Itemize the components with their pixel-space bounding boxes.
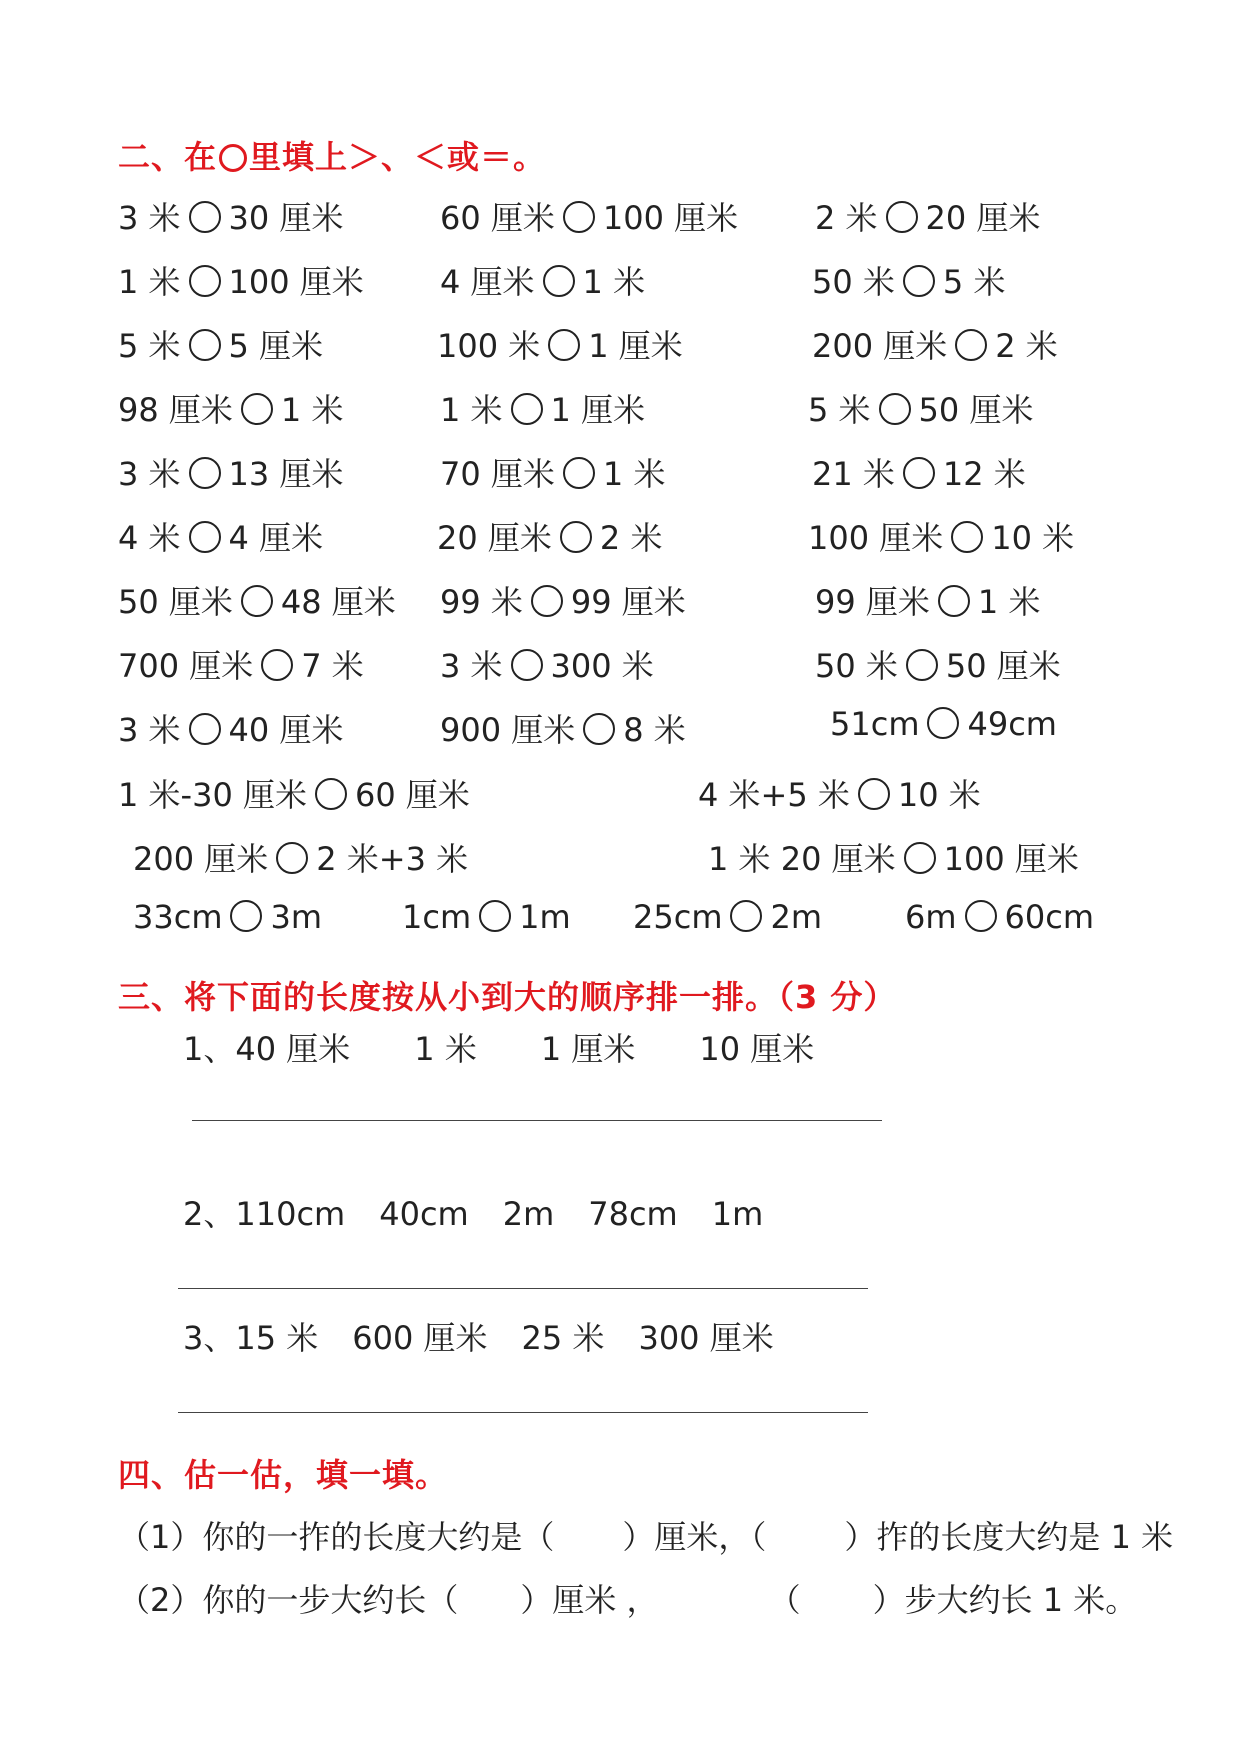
- left-quantity: 60 厘米: [440, 199, 555, 237]
- comparison-row: [0, 834, 1240, 884]
- left-quantity: 1cm: [402, 898, 472, 936]
- order-group-2: [183, 1189, 797, 1235]
- right-quantity: 2 米: [995, 327, 1058, 365]
- comparison-item: [118, 577, 396, 623]
- comparison-row: [0, 513, 1240, 563]
- q2-part-d: ）步大约长 1 米。: [872, 1581, 1138, 1619]
- section-4-title: 四、估一估，填一填。: [118, 1456, 449, 1494]
- left-quantity: 200 厘米: [812, 327, 948, 365]
- comparison-item: [118, 513, 323, 559]
- left-quantity: 98 厘米: [118, 391, 233, 429]
- right-quantity: 50 厘米: [945, 647, 1061, 685]
- comparison-item: [815, 193, 1040, 239]
- section-2-title-prefix: 二、在: [118, 138, 218, 176]
- length-item: 2m: [502, 1195, 555, 1233]
- comparison-row: [0, 705, 1240, 755]
- comparison-item: [812, 449, 1026, 495]
- right-quantity: 1 米: [582, 263, 646, 301]
- answer-circle[interactable]: [189, 457, 221, 489]
- comparison-item: [118, 193, 343, 239]
- comparison-item: [815, 577, 1040, 623]
- answer-circle[interactable]: [479, 900, 511, 932]
- right-quantity: 100 厘米: [943, 840, 1079, 878]
- left-quantity: 50 厘米: [118, 583, 233, 621]
- answer-circle[interactable]: [189, 265, 221, 297]
- comparison-item: [133, 898, 322, 936]
- left-quantity: 51cm: [830, 705, 920, 743]
- group-prefix: 2、: [183, 1195, 236, 1233]
- comparison-item: [440, 193, 738, 239]
- comparison-item: [118, 257, 364, 303]
- answer-circle[interactable]: [230, 900, 262, 932]
- order-group-3: [183, 1313, 808, 1359]
- length-item: 25 米: [521, 1319, 605, 1357]
- comparison-row: [0, 898, 1240, 948]
- right-quantity: 1 厘米: [588, 327, 683, 365]
- comparison-item: [437, 513, 662, 559]
- right-quantity: 2 米: [599, 519, 663, 557]
- left-quantity: 20 厘米: [437, 519, 552, 557]
- left-quantity: 5 米: [808, 391, 871, 429]
- left-quantity: 25cm: [633, 898, 723, 936]
- right-quantity: 30 厘米: [228, 199, 344, 237]
- comparison-item: [440, 449, 665, 495]
- comparison-row: [0, 385, 1240, 435]
- right-quantity: 48 厘米: [280, 583, 396, 621]
- comparison-item: [905, 898, 1094, 936]
- right-quantity: 8 米: [623, 711, 686, 749]
- q1-part-c: ）拃的长度大约是 1 米: [844, 1518, 1174, 1556]
- comparison-item: [815, 641, 1061, 687]
- left-quantity: 50 米: [812, 263, 895, 301]
- right-quantity: 1 米: [280, 391, 344, 429]
- right-quantity: 4 厘米: [228, 519, 324, 557]
- left-quantity: 3 米: [440, 647, 503, 685]
- length-item: 600 厘米: [352, 1319, 488, 1357]
- left-quantity: 1 米: [440, 391, 503, 429]
- right-quantity: 10 米: [897, 776, 981, 814]
- answer-circle[interactable]: [563, 457, 595, 489]
- answer-circle[interactable]: [261, 649, 293, 681]
- answer-circle[interactable]: [276, 842, 308, 874]
- comparison-item: [118, 385, 343, 431]
- comparison-item: [133, 834, 468, 880]
- comparison-item: [437, 321, 683, 367]
- answer-line-1[interactable]: [192, 1120, 882, 1121]
- left-quantity: 99 厘米: [815, 583, 930, 621]
- comparison-item: [708, 834, 1079, 880]
- right-quantity: 5 厘米: [228, 327, 324, 365]
- right-quantity: 20 厘米: [925, 199, 1041, 237]
- answer-circle[interactable]: [531, 585, 563, 617]
- comparison-item: [440, 577, 686, 623]
- answer-circle[interactable]: [903, 265, 935, 297]
- comparison-item: [440, 257, 645, 303]
- answer-circle[interactable]: [189, 713, 221, 745]
- left-quantity: 100 米: [437, 327, 541, 365]
- comparison-item: [698, 770, 981, 816]
- right-quantity: 7 米: [301, 647, 364, 685]
- comparison-item: [440, 385, 645, 431]
- left-quantity: 5 米: [118, 327, 181, 365]
- right-quantity: 2 米+3 米: [316, 840, 469, 878]
- comparison-item: [402, 898, 571, 936]
- right-quantity: 300 米: [550, 647, 654, 685]
- answer-circle[interactable]: [730, 900, 762, 932]
- right-quantity: 2m: [770, 898, 823, 936]
- comparison-item: [830, 705, 1057, 743]
- section-3-title: 三、将下面的长度按从小到大的顺序排一排。（3 分）: [118, 978, 897, 1016]
- right-quantity: 49cm: [967, 705, 1057, 743]
- answer-circle[interactable]: [511, 393, 543, 425]
- left-quantity: 3 米: [118, 199, 181, 237]
- left-quantity: 21 米: [812, 455, 895, 493]
- right-quantity: 3m: [270, 898, 323, 936]
- answer-circle[interactable]: [189, 521, 221, 553]
- q1-part-a: （1）你的一拃的长度大约是（: [118, 1518, 555, 1556]
- right-quantity: 5 米: [942, 263, 1006, 301]
- left-quantity: 1 米 20 厘米: [708, 840, 896, 878]
- comparison-row: [0, 449, 1240, 499]
- length-item: 300 厘米: [638, 1319, 774, 1357]
- length-item: 40 厘米: [235, 1030, 351, 1068]
- right-quantity: 13 厘米: [228, 455, 344, 493]
- answer-circle[interactable]: [563, 201, 595, 233]
- left-quantity: 3 米: [118, 711, 181, 749]
- answer-circle[interactable]: [906, 649, 938, 681]
- right-quantity: 1 米: [977, 583, 1041, 621]
- comparison-item: [808, 385, 1033, 431]
- answer-circle[interactable]: [560, 521, 592, 553]
- comparison-row: [0, 257, 1240, 307]
- comparison-item: [812, 257, 1005, 303]
- comparison-item: [118, 641, 364, 687]
- length-item: 78cm: [588, 1195, 678, 1233]
- right-quantity: 1 米: [602, 455, 666, 493]
- answer-line-3[interactable]: [178, 1412, 868, 1413]
- section-2-title-suffix: 里填上＞、＜或＝。: [249, 138, 547, 176]
- left-quantity: 200 厘米: [133, 840, 269, 878]
- left-quantity: 99 米: [440, 583, 523, 621]
- length-item: 1 厘米: [540, 1030, 636, 1068]
- answer-circle[interactable]: [903, 457, 935, 489]
- comparison-row: [0, 321, 1240, 371]
- answer-circle[interactable]: [241, 585, 273, 617]
- right-quantity: 1 厘米: [550, 391, 646, 429]
- length-item: 15 米: [235, 1319, 319, 1357]
- comparison-item: [118, 449, 343, 495]
- left-quantity: 2 米: [815, 199, 878, 237]
- estimate-question-2: [118, 1575, 1137, 1621]
- left-quantity: 50 米: [815, 647, 898, 685]
- left-quantity: 4 厘米: [440, 263, 535, 301]
- answer-circle[interactable]: [315, 778, 347, 810]
- left-quantity: 33cm: [133, 898, 223, 936]
- left-quantity: 70 厘米: [440, 455, 555, 493]
- left-quantity: 6m: [905, 898, 957, 936]
- right-quantity: 12 米: [942, 455, 1026, 493]
- answer-circle[interactable]: [965, 900, 997, 932]
- q1-part-b: ）厘米，（: [622, 1518, 767, 1556]
- right-quantity: 40 厘米: [228, 711, 344, 749]
- right-quantity: 60 厘米: [354, 776, 470, 814]
- left-quantity: 700 厘米: [118, 647, 254, 685]
- q2-part-c: （: [768, 1581, 801, 1619]
- answer-circle[interactable]: [543, 265, 575, 297]
- right-quantity: 100 厘米: [602, 199, 739, 237]
- length-item: 10 厘米: [699, 1030, 815, 1068]
- comparison-row: [0, 193, 1240, 243]
- right-quantity: 50 厘米: [918, 391, 1034, 429]
- q2-part-a: （2）你的一步大约长（: [118, 1581, 459, 1619]
- right-quantity: 100 厘米: [228, 263, 364, 301]
- answer-circle[interactable]: [189, 201, 221, 233]
- right-quantity: 99 厘米: [570, 583, 686, 621]
- right-quantity: 60cm: [1004, 898, 1095, 936]
- comparison-item: [808, 513, 1074, 559]
- comparison-item: [812, 321, 1058, 367]
- length-item: 1m: [711, 1195, 764, 1233]
- right-quantity: 1m: [519, 898, 571, 936]
- answer-circle[interactable]: [951, 521, 983, 553]
- answer-circle[interactable]: [241, 393, 273, 425]
- answer-circle[interactable]: [904, 842, 936, 874]
- comparison-item: [118, 705, 343, 751]
- section-2-title: [118, 132, 546, 178]
- left-quantity: 100 厘米: [808, 519, 944, 557]
- left-quantity: 4 米+5 米: [698, 776, 850, 814]
- answer-circle[interactable]: [879, 393, 911, 425]
- answer-circle[interactable]: [927, 707, 959, 739]
- left-quantity: 3 米: [118, 455, 181, 493]
- comparison-item: [440, 641, 654, 687]
- answer-circle[interactable]: [548, 329, 580, 361]
- answer-circle[interactable]: [511, 649, 543, 681]
- length-item: 110cm: [235, 1195, 346, 1233]
- length-item: 1 米: [414, 1030, 477, 1068]
- comparison-item: [118, 770, 470, 816]
- answer-circle[interactable]: [938, 585, 970, 617]
- estimate-question-1: [118, 1512, 1173, 1558]
- order-group-1: [183, 1024, 878, 1070]
- length-item: 40cm: [379, 1195, 469, 1233]
- left-quantity: 4 米: [118, 519, 181, 557]
- comparison-item: [118, 321, 323, 367]
- comparison-row: [0, 770, 1240, 820]
- left-quantity: 1 米-30 厘米: [118, 776, 307, 814]
- circle-icon: [219, 144, 247, 172]
- answer-circle[interactable]: [955, 329, 987, 361]
- group-prefix: 1、: [183, 1030, 236, 1068]
- right-quantity: 10 米: [991, 519, 1075, 557]
- left-quantity: 900 厘米: [440, 711, 576, 749]
- q2-part-b: ）厘米 ，: [520, 1581, 659, 1619]
- group-prefix: 3、: [183, 1319, 236, 1357]
- left-quantity: 1 米: [118, 263, 181, 301]
- answer-circle[interactable]: [189, 329, 221, 361]
- answer-circle[interactable]: [583, 713, 615, 745]
- answer-line-2[interactable]: [178, 1288, 868, 1289]
- answer-circle[interactable]: [858, 778, 890, 810]
- comparison-row: [0, 641, 1240, 691]
- comparison-item: [440, 705, 686, 751]
- comparison-item: [633, 898, 822, 936]
- comparison-row: [0, 577, 1240, 627]
- answer-circle[interactable]: [886, 201, 918, 233]
